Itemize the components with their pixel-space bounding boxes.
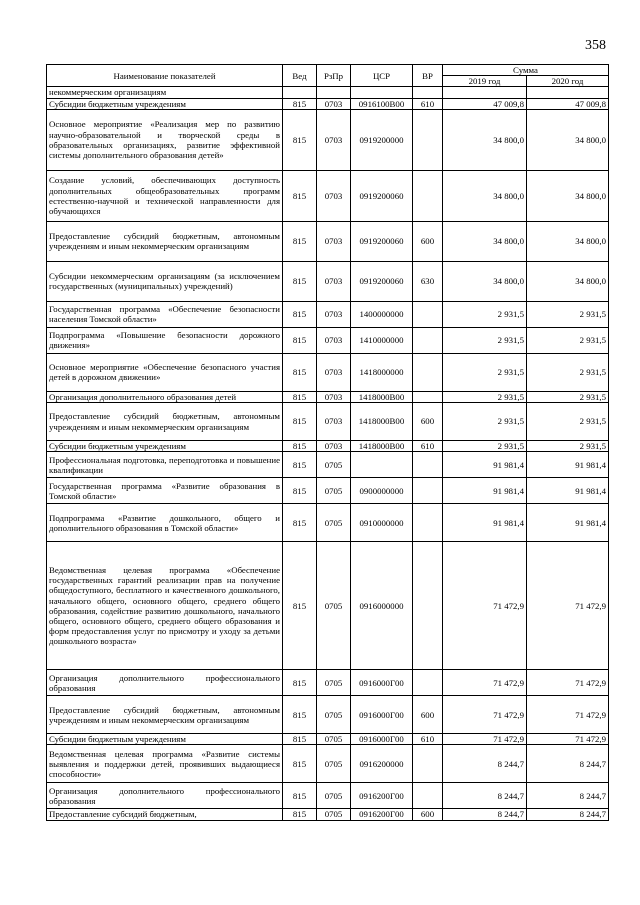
row-vr-cell (413, 504, 443, 542)
row-vr-cell (413, 301, 443, 327)
table-row (47, 98, 609, 109)
row-rzpr-cell: 0705 (317, 745, 351, 783)
row-name-cell: Организация дополнительного профессионального образования (47, 783, 283, 809)
table-row (47, 327, 609, 353)
row-ved-cell (283, 87, 317, 98)
row-sum-2019-cell: 2 931,5 (443, 441, 527, 452)
row-csr-cell: 0900000000 (351, 478, 413, 504)
row-rzpr-cell: 0705 (317, 670, 351, 696)
row-sum-2020-cell: 71 472,9 (527, 696, 609, 734)
table-row (47, 261, 609, 301)
row-name-cell: Организация дополнительного образования детей (47, 391, 283, 402)
row-rzpr-cell: 0703 (317, 98, 351, 109)
row-name-cell: Субсидии бюджетным учреждениям (47, 98, 283, 109)
row-vr-cell: 600 (413, 696, 443, 734)
row-sum-2019-cell: 91 981,4 (443, 452, 527, 478)
row-sum-2019-cell: 2 931,5 (443, 301, 527, 327)
row-sum-2019-cell: 71 472,9 (443, 734, 527, 745)
row-sum-2019-cell: 2 931,5 (443, 391, 527, 402)
row-ved-cell: 815 (283, 391, 317, 402)
row-sum-2020-cell: 91 981,4 (527, 504, 609, 542)
row-ved-cell: 815 (283, 783, 317, 809)
row-sum-2020-cell: 2 931,5 (527, 327, 609, 353)
table-body (47, 87, 609, 820)
row-ved-cell: 815 (283, 98, 317, 109)
row-vr-cell: 610 (413, 98, 443, 109)
row-csr-cell: 0919200060 (351, 221, 413, 261)
row-ved-cell: 815 (283, 478, 317, 504)
row-sum-2020-cell: 8 244,7 (527, 783, 609, 809)
row-rzpr-cell: 0705 (317, 696, 351, 734)
row-vr-cell: 600 (413, 221, 443, 261)
row-sum-2019-cell: 34 800,0 (443, 109, 527, 170)
row-csr-cell: 0910000000 (351, 504, 413, 542)
row-ved-cell: 815 (283, 452, 317, 478)
row-sum-2019-cell: 2 931,5 (443, 403, 527, 441)
row-sum-2020-cell: 71 472,9 (527, 542, 609, 670)
row-ved-cell: 815 (283, 109, 317, 170)
row-sum-2019-cell: 8 244,7 (443, 745, 527, 783)
row-vr-cell (413, 87, 443, 98)
row-sum-2019-cell: 91 981,4 (443, 478, 527, 504)
row-sum-2020-cell: 8 244,7 (527, 809, 609, 820)
table-row (47, 542, 609, 670)
row-sum-2020-cell: 2 931,5 (527, 403, 609, 441)
row-rzpr-cell: 0703 (317, 441, 351, 452)
row-csr-cell: 0919200060 (351, 170, 413, 221)
row-vr-cell (413, 391, 443, 402)
row-csr-cell: 1410000000 (351, 327, 413, 353)
row-sum-2020-cell: 47 009,8 (527, 98, 609, 109)
budget-table (46, 64, 609, 821)
row-name-cell: Субсидии бюджетным учреждениям (47, 734, 283, 745)
row-rzpr-cell: 0703 (317, 109, 351, 170)
row-ved-cell: 815 (283, 353, 317, 391)
header-rzpr: РзПр (317, 65, 351, 87)
row-rzpr-cell: 0705 (317, 452, 351, 478)
row-csr-cell: 0916200Г00 (351, 809, 413, 820)
table-row (47, 441, 609, 452)
row-sum-2020-cell: 2 931,5 (527, 353, 609, 391)
row-rzpr-cell: 0705 (317, 542, 351, 670)
page-number: 358 (585, 38, 606, 53)
table-row (47, 670, 609, 696)
header-name: Наименование показателей (47, 65, 283, 87)
row-sum-2019-cell: 71 472,9 (443, 670, 527, 696)
row-csr-cell (351, 87, 413, 98)
row-name-cell: Подпрограмма «Повышение безопасности дорожного движения» (47, 327, 283, 353)
row-sum-2019-cell: 2 931,5 (443, 353, 527, 391)
row-rzpr-cell: 0705 (317, 478, 351, 504)
row-name-cell: Предоставление субсидий бюджетным, автономным учреждениям и иным некоммерческим организациям (47, 403, 283, 441)
row-ved-cell: 815 (283, 261, 317, 301)
row-vr-cell (413, 670, 443, 696)
row-vr-cell (413, 745, 443, 783)
row-csr-cell: 0916200Г00 (351, 783, 413, 809)
row-name-cell: Ведомственная целевая программа «Развитие системы выявления и поддержки детей, проявивших выдающиеся способности» (47, 745, 283, 783)
row-rzpr-cell: 0703 (317, 403, 351, 441)
row-rzpr-cell: 0705 (317, 734, 351, 745)
row-csr-cell: 0916000Г00 (351, 696, 413, 734)
header-year-2020: 2020 год (527, 76, 609, 87)
row-sum-2019-cell: 71 472,9 (443, 696, 527, 734)
row-name-cell: Подпрограмма «Развитие дошкольного, общего и дополнительного образования в Томской области» (47, 504, 283, 542)
table-row (47, 696, 609, 734)
row-ved-cell: 815 (283, 403, 317, 441)
row-name-cell: Предоставление субсидий бюджетным, автономным учреждениям и иным некоммерческим организациям (47, 696, 283, 734)
row-sum-2019-cell: 2 931,5 (443, 327, 527, 353)
row-sum-2019-cell: 47 009,8 (443, 98, 527, 109)
row-sum-2020-cell: 8 244,7 (527, 745, 609, 783)
row-sum-2020-cell: 34 800,0 (527, 109, 609, 170)
row-sum-2020-cell: 2 931,5 (527, 391, 609, 402)
row-ved-cell: 815 (283, 809, 317, 820)
row-name-cell: некоммерческим организациям (47, 87, 283, 98)
row-name-cell: Субсидии некоммерческим организациям (за исключением государственных (муниципальных) учреждений) (47, 261, 283, 301)
row-sum-2020-cell: 34 800,0 (527, 170, 609, 221)
table-row (47, 504, 609, 542)
row-ved-cell: 815 (283, 542, 317, 670)
table-row (47, 391, 609, 402)
row-ved-cell: 815 (283, 327, 317, 353)
row-name-cell: Предоставление субсидий бюджетным, автономным учреждениям и иным некоммерческим организациям (47, 221, 283, 261)
row-vr-cell: 610 (413, 441, 443, 452)
row-vr-cell (413, 783, 443, 809)
row-sum-2020-cell: 34 800,0 (527, 221, 609, 261)
table-row (47, 353, 609, 391)
row-csr-cell: 0916200000 (351, 745, 413, 783)
row-csr-cell: 0916000000 (351, 542, 413, 670)
row-ved-cell: 815 (283, 170, 317, 221)
row-csr-cell: 1418000В00 (351, 391, 413, 402)
row-vr-cell: 600 (413, 403, 443, 441)
row-sum-2019-cell: 34 800,0 (443, 221, 527, 261)
row-rzpr-cell (317, 87, 351, 98)
table-row (47, 783, 609, 809)
table-row (47, 170, 609, 221)
header-csr: ЦСР (351, 65, 413, 87)
row-ved-cell: 815 (283, 504, 317, 542)
row-csr-cell: 0916000Г00 (351, 670, 413, 696)
row-sum-2019-cell: 8 244,7 (443, 809, 527, 820)
row-vr-cell: 630 (413, 261, 443, 301)
row-name-cell: Субсидии бюджетным учреждениям (47, 441, 283, 452)
row-name-cell: Организация дополнительного профессионального образования (47, 670, 283, 696)
row-rzpr-cell: 0703 (317, 391, 351, 402)
row-sum-2019-cell: 91 981,4 (443, 504, 527, 542)
row-sum-2020-cell (527, 87, 609, 98)
row-sum-2019-cell: 71 472,9 (443, 542, 527, 670)
row-sum-2020-cell: 91 981,4 (527, 452, 609, 478)
row-sum-2019-cell (443, 87, 527, 98)
row-name-cell: Профессиональная подготовка, переподготовка и повышение квалификации (47, 452, 283, 478)
row-sum-2020-cell: 71 472,9 (527, 670, 609, 696)
row-vr-cell (413, 327, 443, 353)
row-csr-cell: 1418000В00 (351, 441, 413, 452)
row-rzpr-cell: 0703 (317, 221, 351, 261)
row-sum-2019-cell: 34 800,0 (443, 261, 527, 301)
row-csr-cell: 0919200060 (351, 261, 413, 301)
row-sum-2020-cell: 2 931,5 (527, 301, 609, 327)
table-row (47, 109, 609, 170)
row-ved-cell: 815 (283, 301, 317, 327)
header-vr: ВР (413, 65, 443, 87)
row-rzpr-cell: 0705 (317, 504, 351, 542)
header-sum: Сумма (443, 65, 609, 76)
table-row (47, 87, 609, 98)
row-name-cell: Государственная программа «Развитие образования в Томской области» (47, 478, 283, 504)
row-vr-cell (413, 542, 443, 670)
row-vr-cell (413, 478, 443, 504)
row-vr-cell (413, 170, 443, 221)
row-vr-cell (413, 452, 443, 478)
table-header (47, 65, 609, 87)
row-vr-cell (413, 353, 443, 391)
row-vr-cell: 600 (413, 809, 443, 820)
row-sum-2019-cell: 34 800,0 (443, 170, 527, 221)
row-name-cell: Государственная программа «Обеспечение безопасности населения Томской области» (47, 301, 283, 327)
row-name-cell: Ведомственная целевая программа «Обеспечение государственных гарантий реализации прав на получение общедоступного, бесплатного и качественного дошкольного, начального общего, основного общего, среднего общего образования, содействие развитию дошкольного, начального общего, основного общего, среднего общего образования и форм предоставления услуг по присмотру и уходу за детьми дошкольного возраста» (47, 542, 283, 670)
table-row (47, 221, 609, 261)
row-rzpr-cell: 0705 (317, 809, 351, 820)
row-ved-cell: 815 (283, 734, 317, 745)
table-row (47, 403, 609, 441)
row-csr-cell: 1418000000 (351, 353, 413, 391)
row-sum-2020-cell: 2 931,5 (527, 441, 609, 452)
row-rzpr-cell: 0705 (317, 783, 351, 809)
row-sum-2020-cell: 34 800,0 (527, 261, 609, 301)
row-ved-cell: 815 (283, 696, 317, 734)
table-row (47, 452, 609, 478)
row-name-cell: Создание условий, обеспечивающих доступность дополнительных общеобразовательных программ естественно-научной и технической направленности для обучающихся (47, 170, 283, 221)
row-csr-cell: 0916000Г00 (351, 734, 413, 745)
row-rzpr-cell: 0703 (317, 327, 351, 353)
table-row (47, 745, 609, 783)
row-vr-cell (413, 109, 443, 170)
row-sum-2020-cell: 91 981,4 (527, 478, 609, 504)
row-ved-cell: 815 (283, 745, 317, 783)
row-csr-cell (351, 452, 413, 478)
table-row (47, 734, 609, 745)
row-rzpr-cell: 0703 (317, 261, 351, 301)
row-rzpr-cell: 0703 (317, 353, 351, 391)
row-csr-cell: 1418000В00 (351, 403, 413, 441)
row-csr-cell: 0919200000 (351, 109, 413, 170)
row-name-cell: Основное мероприятие «Реализация мер по развитию научно-образовательной и творческой среды в образовательных организациях, развитие эффективной системы дополнительного образования детей» (47, 109, 283, 170)
row-csr-cell: 0916100В00 (351, 98, 413, 109)
row-sum-2020-cell: 71 472,9 (527, 734, 609, 745)
row-ved-cell: 815 (283, 670, 317, 696)
row-ved-cell: 815 (283, 441, 317, 452)
row-csr-cell: 1400000000 (351, 301, 413, 327)
header-year-2019: 2019 год (443, 76, 527, 87)
row-rzpr-cell: 0703 (317, 301, 351, 327)
table-row (47, 809, 609, 820)
row-name-cell: Предоставление субсидий бюджетным, (47, 809, 283, 820)
row-ved-cell: 815 (283, 221, 317, 261)
row-sum-2019-cell: 8 244,7 (443, 783, 527, 809)
table-row (47, 301, 609, 327)
row-vr-cell: 610 (413, 734, 443, 745)
row-rzpr-cell: 0703 (317, 170, 351, 221)
table-row (47, 478, 609, 504)
row-name-cell: Основное мероприятие «Обеспечение безопасного участия детей в дорожном движении» (47, 353, 283, 391)
header-ved: Вед (283, 65, 317, 87)
